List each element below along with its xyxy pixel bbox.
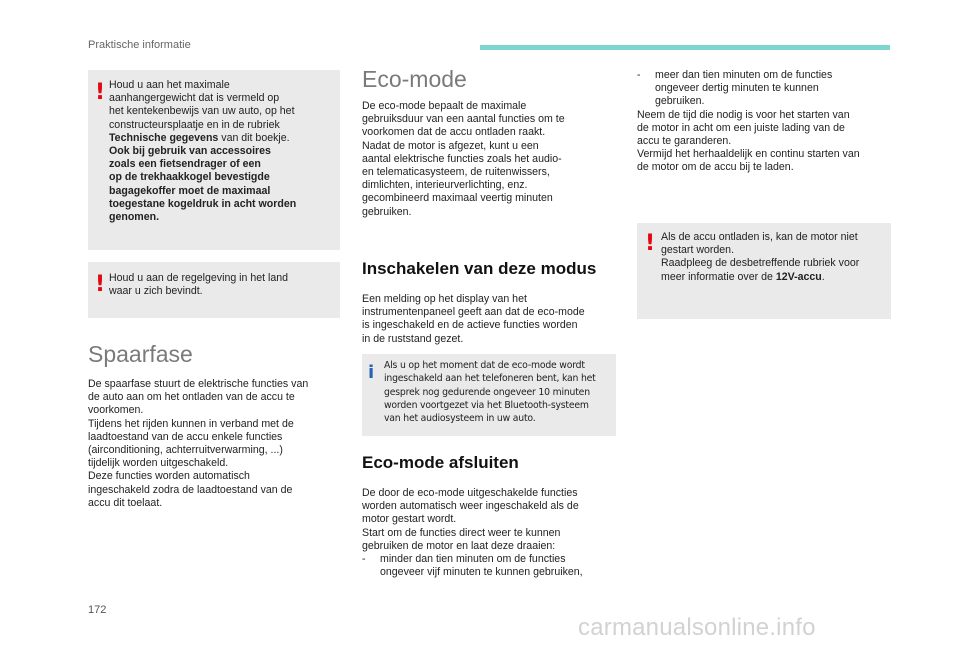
warning-box-regulations [88,262,340,318]
info-icon: i [368,362,375,383]
spaarfase-body: De spaarfase stuurt de elektrische functies van de auto aan om het ontladen van de accu te voorkomen. Tijdens het rijden kunnen in verband met de laadtoestand van de accu enkele functies (airconditioning, achterruitverwarming, ...) tijdelijk worden uitgeschakeld. Deze functies worden automatisch ingeschakeld zodra de laadtoestand van de accu dit toelaat. [88,378,309,509]
warning-icon: ! [645,231,656,256]
warning-icon: ! [95,80,106,105]
heading-spaarfase: Spaarfase [88,341,193,367]
warning-text: Houd u aan het maximale aanhangergewicht dat is vermeld op het kentekenbewijs van uw auto, op het constructeursplaatje en in de rubriek Technische gegevens van dit boekje. Ook bij gebruik van accessoires zoals een fietsendrager of een op de trekhaakkogel bevestigde bagagekoffer moet de maximaal toegestane kogeldruk in acht worden genomen. [109,79,297,224]
heading-afsluiten: Eco-mode afsluiten [362,453,519,472]
warning-box-battery [637,223,891,319]
page-number: 172 [88,604,107,616]
header-accent-bar [480,45,890,50]
heading-eco-mode: Eco-mode [362,66,467,92]
section-header: Praktische informatie [88,39,191,51]
column3-body: - meer dan tien minuten om de functies ongeveer dertig minuten te kunnen gebruiken. Neem de tijd die nodig is voor het starten van de motor in acht om een juiste lading van de accu te garanderen. Vermijd het herhaaldelijk en continu starten van de motor om de accu bij te laden. [637,69,899,175]
heading-inschakelen: Inschakelen van deze modus [362,259,597,278]
afsluiten-body: De door de eco-mode uitgeschakelde functies worden automatisch weer ingeschakeld als de motor gestart wordt. Start om de functies direct weer te kunnen gebruiken de motor en laat deze draaien: - minder dan tien minuten om de functies ongeveer vijf minuten te kunnen gebruiken, [362,487,624,579]
watermark: carmanualsonline.info [578,614,816,641]
info-box-bluetooth [362,354,616,436]
list-item: - minder dan tien minuten om de functies ongeveer vijf minuten te kunnen gebruiken, [362,553,583,579]
warning-icon: ! [95,272,106,297]
warning-text: Houd u aan de regelgeving in het land waar u zich bevindt. [109,272,289,298]
inschakelen-body: Een melding op het display van het instrumentenpaneel geeft aan dat de eco-mode is ingeschakeld en de actieve functies worden in de ruststand gezet. [362,293,585,345]
eco-mode-body: De eco-mode bepaalt de maximale gebruiksduur van een aantal functies om te voorkomen dat de accu ontladen raakt. Nadat de motor is afgezet, kunt u een aantal elektrische functies zoals het audio- en telematicasysteem, de ruitenwissers, dimlichten, interieurverlichting, enz. gecombineerd maximaal veertig minuten gebruiken. [362,100,565,218]
info-text: Als u op het moment dat de eco-mode wordt ingeschakeld aan het telefoneren bent, kan het gesprek nog gedurende ongeveer 10 minuten worden voortgezet via het Bluetooth-systeem van het audiosysteem in uw auto. [384,360,596,425]
warning-box-trailer-weight [88,70,340,250]
list-item: - meer dan tien minuten om de functies ongeveer dertig minuten te kunnen gebruiken. [637,69,833,108]
warning-text: Als de accu ontladen is, kan de motor niet gestart worden. Raadpleeg de desbetreffende rubriek voor meer informatie over de 12V-accu. [661,231,860,283]
